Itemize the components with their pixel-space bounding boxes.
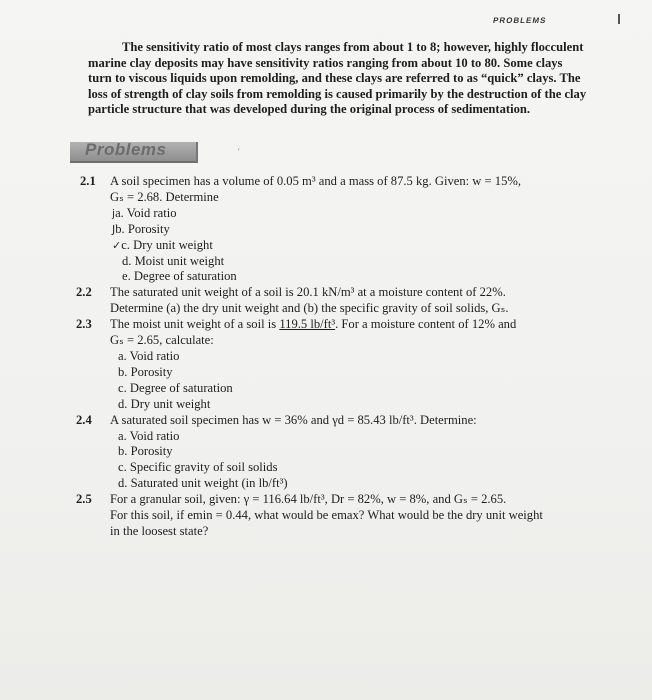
problem-number: 2.1: [80, 174, 96, 188]
underlined-value: 119.5 lb/ft³: [279, 317, 336, 332]
list-item: a. Void ratio: [118, 428, 180, 443]
problem-text-line: Determine (a) the dry unit weight and (b) the specific gravity of soil solids, Gₛ.: [110, 301, 509, 316]
problem-text-line: The saturated unit weight of a soil is 20.1 kN/m³ at a moisture content of 22%.: [110, 285, 506, 300]
list-item: d. Dry unit weight: [118, 396, 211, 411]
intro-line: turn to viscous liquids upon remolding, and these clays are referred to as “quick” clays. The: [88, 71, 581, 86]
list-item: b. Porosity: [118, 444, 173, 459]
problem-2-2: [76, 285, 580, 317]
problem-text-line: Gₛ = 2.68. Determine: [110, 189, 219, 204]
problem-2-1: [80, 174, 580, 285]
problem-2-4: [76, 413, 580, 493]
problem-2-3: [76, 317, 580, 412]
list-item: b. Porosity: [118, 364, 173, 379]
problem-number: 2.5: [76, 492, 92, 507]
page-edge-line: [618, 14, 620, 24]
problem-text-line: A soil specimen has a volume of 0.05 m³ and a mass of 87.5 kg. Given: w = 15%,: [110, 174, 522, 188]
list-item: ✓c. Dry unit weight: [112, 237, 213, 252]
intro-line: loss of strength of clay soils from remolding is caused primarily by the destruction of the clay: [88, 86, 587, 101]
intro-line: marine clay deposits may have sensitivity ratios ranging from about 10 to 80. Some clays: [88, 55, 563, 70]
list-item: c. Specific gravity of soil solids: [118, 460, 278, 475]
problem-text-line: The moist unit weight of a soil is 119.5 lb/ft³. For a moisture content of 12% and: [110, 317, 517, 332]
problem-text-line: For this soil, if emin = 0.44, what would be emax? What would be the dry unit weight: [110, 508, 543, 523]
stray-mark: ′: [238, 147, 240, 156]
problem-2-5: [76, 492, 580, 540]
list-item: d. Saturated unit weight (in lb/ft³): [118, 476, 288, 491]
section-title: Problems: [85, 140, 167, 159]
list-item: e. Degree of saturation: [122, 269, 237, 284]
list-item: a. Void ratio: [118, 348, 180, 363]
list-item: ja. Void ratio: [112, 205, 177, 220]
list-item: d. Moist unit weight: [122, 253, 225, 268]
problem-text-line: For a granular soil, given: γ = 116.64 lb/ft³, Dr = 82%, w = 8%, and Gₛ = 2.65.: [110, 492, 507, 507]
problem-number: 2.4: [76, 412, 92, 427]
problems-list: [76, 174, 580, 540]
handwritten-mark: J: [112, 222, 116, 236]
intro-line: The sensitivity ratio of most clays ranges from about 1 to 8; however, highly flocculent: [122, 40, 584, 54]
handwritten-mark: j: [112, 206, 116, 220]
problem-number: 2.2: [76, 285, 92, 300]
list-item: c. Degree of saturation: [118, 380, 233, 395]
page-header-mark: PROBLEMS: [492, 16, 548, 25]
intro-line: particle structure that was developed during the original process of sedimentation.: [88, 102, 531, 117]
list-item: Jb. Porosity: [112, 221, 170, 236]
check-icon: ✓: [112, 238, 122, 252]
problem-text-line: Gₛ = 2.65, calculate:: [110, 333, 214, 348]
problem-text-line: A saturated soil specimen has w = 36% and γd = 85.43 lb/ft³. Determine:: [110, 412, 477, 427]
problem-text-line: in the loosest state?: [110, 523, 209, 538]
intro-paragraph: [88, 40, 587, 118]
problem-number: 2.3: [76, 317, 92, 332]
section-banner: [70, 142, 198, 163]
